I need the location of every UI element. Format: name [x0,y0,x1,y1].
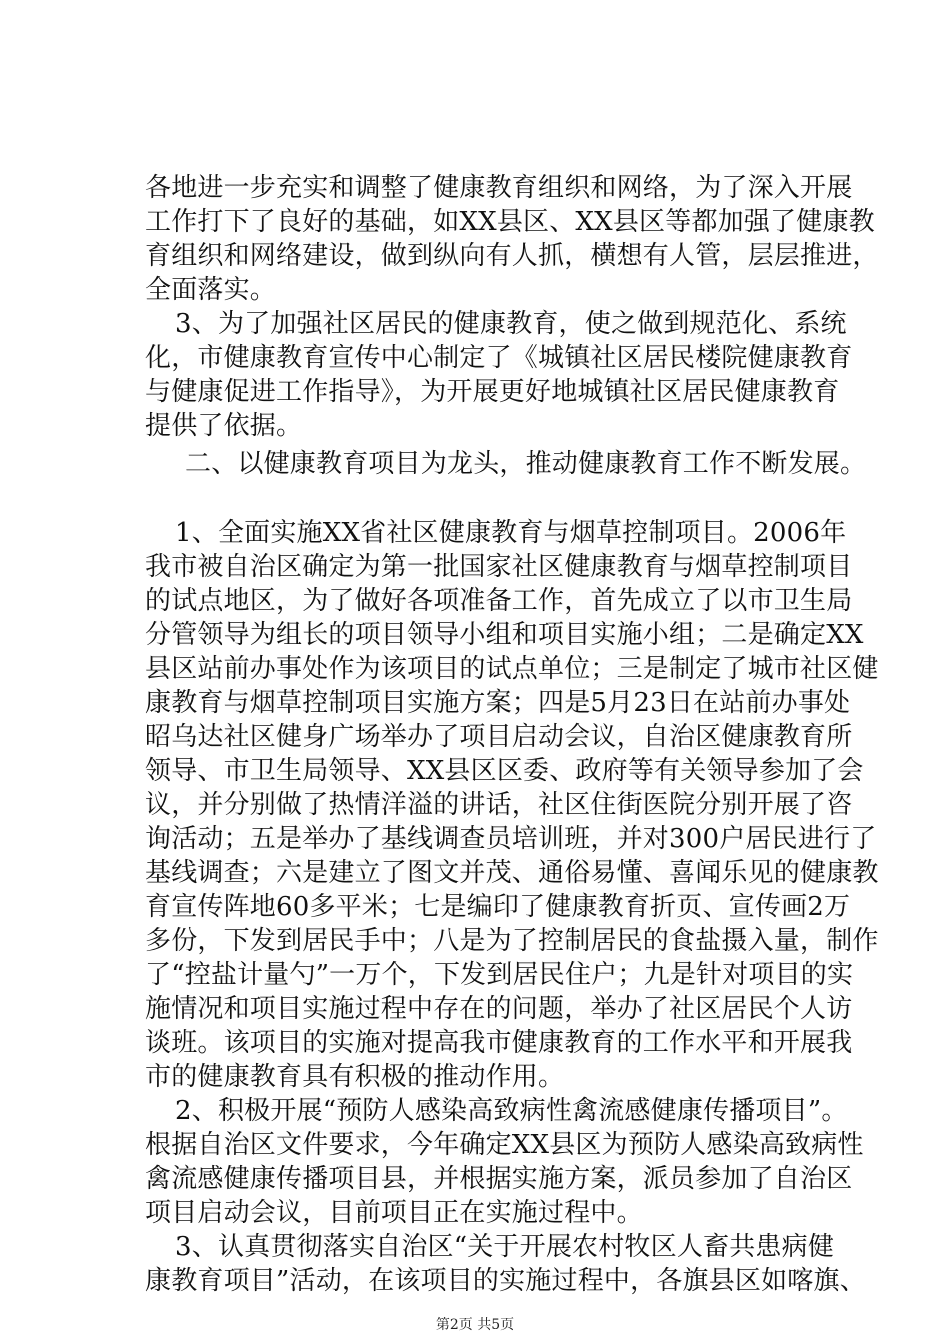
body-text-line: 2、积极开展“预防人感染高致病性禽流感健康传播项目”。 [175,1096,848,1126]
body-text-line: 了“控盐计量勺”一万个，下发到居民住户；九是针对项目的实 [145,960,854,990]
page-number-footer: 第2页 共5页 [435,1317,515,1333]
body-text-line: 根据自治区文件要求，今年确定XX县区为预防人感染高致病性 [145,1130,864,1160]
body-text-line: 项目启动会议，目前项目正在实施过程中。 [145,1198,643,1228]
body-text-line: 3、认真贯彻落实自治区“关于开展农村牧区人畜共患病健 [175,1232,835,1262]
body-text-line: 工作打下了良好的基础，如XX县区、XX县区等都加强了健康教 [145,207,875,237]
body-text-line: 1、全面实施XX省社区健康教育与烟草控制项目。2006年 [175,518,847,548]
body-text-line: 与健康促进工作指导》，为开展更好地城镇社区居民健康教育 [145,377,840,407]
body-text-line: 分管领导为组长的项目领导小组和项目实施小组；二是确定XX [145,620,864,650]
body-text-line: 化，市健康教育宣传中心制定了《城镇社区居民楼院健康教育 [145,343,853,373]
body-text-line: 各地进一步充实和调整了健康教育组织和网络，为了深入开展 [145,173,853,203]
body-text-line: 议，并分别做了热情洋溢的讲话，社区住街医院分别开展了咨 [145,790,853,820]
body-text-line: 3、为了加强社区居民的健康教育，使之做到规范化、系统 [175,309,847,339]
body-text-line: 多份，下发到居民手中；八是为了控制居民的食盐摄入量，制作 [145,926,879,956]
body-text-line: 我市被自治区确定为第一批国家社区健康教育与烟草控制项目 [145,552,853,582]
body-text-line: 昭乌达社区健身广场举办了项目启动会议，自治区健康教育所 [145,722,853,752]
body-text-line: 基线调查；六是建立了图文并茂、通俗易懂、喜闻乐见的健康教 [145,858,879,888]
body-text-line: 康教育项目”活动，在该项目的实施过程中，各旗县区如喀旗、 [145,1266,866,1296]
body-text-line: 育组织和网络建设，做到纵向有人抓，横想有人管，层层推进， [145,241,879,271]
body-text-line: 提供了依据。 [145,411,303,441]
body-text-line: 的试点地区，为了做好各项准备工作，首先成立了以市卫生局 [145,586,853,616]
body-text-line: 康教育与烟草控制项目实施方案；四是5月23日在站前办事处 [145,688,851,718]
body-text-line: 全面落实。 [145,275,277,305]
body-text-line: 县区站前办事处作为该项目的试点单位；三是制定了城市社区健 [145,654,879,684]
section-heading: 二、以健康教育项目为龙头，推动健康教育工作不断发展。 [185,449,867,479]
body-text-line: 育宣传阵地60多平米；七是编印了健康教育折页、宣传画2万 [145,892,851,922]
body-text-line: 领导、市卫生局领导、XX县区区委、政府等有关领导参加了会 [145,756,864,786]
body-text-line: 谈班。该项目的实施对提高我市健康教育的工作水平和开展我 [145,1028,853,1058]
body-text-line: 询活动；五是举办了基线调查员培训班，并对300户居民进行了 [145,824,877,854]
body-text-line: 施情况和项目实施过程中存在的问题，举办了社区居民个人访 [145,994,853,1024]
body-text-line: 禽流感健康传播项目县，并根据实施方案，派员参加了自治区 [145,1164,853,1194]
body-text-line: 市的健康教育具有积极的推动作用。 [145,1062,565,1092]
